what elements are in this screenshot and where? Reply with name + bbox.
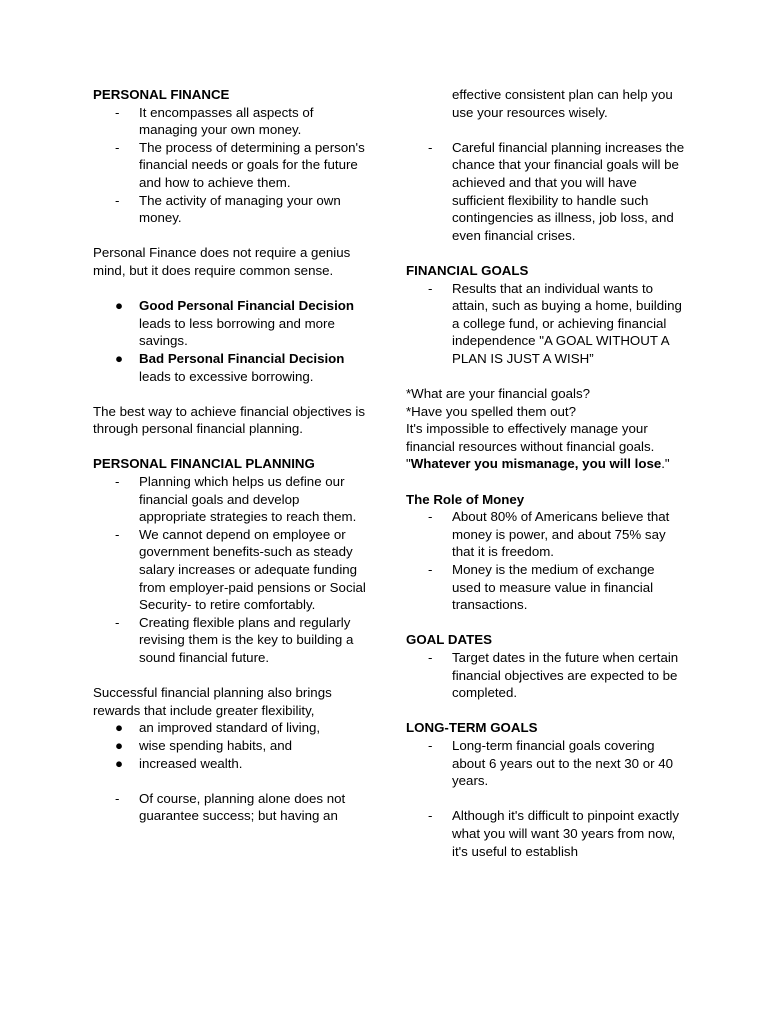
right-column [406,86,686,860]
dash-marker: - [115,474,120,490]
lt-item-text: Long-term financial goals covering about 6 years out to the next 30 or 40 years. [452,737,674,789]
best-way-paragraph: The best way to achieve financial objectives is through personal financial planning. [93,403,365,437]
decision-good-bold: Good Personal Financial Decision [139,298,355,314]
bullet-marker: ● [115,298,124,314]
personal-finance-heading: PERSONAL FINANCE [93,87,230,102]
lt-item-1 [406,737,686,790]
role-item-1 [406,508,686,561]
dash-marker: - [428,509,433,525]
pfp-item-text: We cannot depend on employee or government benefits-such as steady salary increases or adequate funding from employer-paid pensions or Social Security- to retire comfortably. [139,526,366,613]
lt-item-2 [406,807,686,860]
pf-item-2 [93,139,368,192]
reward-bullet-3 [93,755,368,773]
mismanage-quote [406,455,686,473]
careful-item [406,139,686,245]
decision-bad-bold: Bad Personal Financial Decision [139,350,345,366]
pf-item-1 [93,104,368,139]
reward-text: an improved standard of living, [139,720,321,736]
dash-marker: - [115,104,120,120]
role-of-money-heading: The Role of Money [406,491,525,507]
reward-bullet-1 [93,719,368,737]
gd-item-text: Target dates in the future when certain financial objectives are expected to be completed. [452,650,679,701]
decision-bad [93,350,368,385]
successful-paragraph: Successful financial planning also brings rewards that include greater flexibility, [93,685,332,718]
quote-open: " [406,456,411,472]
role-item-text: About 80% of Americans believe that money is power, and about 75% say that it is freedom. [452,509,670,560]
quote-bold: Whatever you mismanage, you will lose [410,456,662,472]
goal-dates-heading: GOAL DATES [406,632,492,648]
decision-bad-rest: leads to excessive borrowing. [139,368,314,384]
left-column [93,86,368,825]
dash-marker: - [115,139,120,155]
pf-item-text: The process of determining a person's financial needs or goals for the future and how to achieve them. [139,139,365,190]
bullet-marker: ● [115,720,124,736]
of-course-item [93,790,368,825]
of-course-text: Of course, planning alone does not guarantee success; but having an [139,790,346,824]
pf-item-text: It encompasses all aspects of managing your own money. [139,104,314,138]
reward-text: increased wealth. [139,755,243,771]
dash-marker: - [428,280,433,296]
dash-marker: - [428,650,433,665]
gd-item-1 [406,649,686,702]
bullet-marker: ● [115,755,124,771]
bullet-marker: ● [115,737,124,753]
quote-close: ." [661,456,670,472]
continued-item [406,86,686,121]
genius-paragraph: Personal Finance does not require a genius mind, but it does require common sense. [93,245,351,278]
bullet-marker: ● [115,350,124,366]
pfp-item-2 [93,526,368,614]
pfp-item-text: Planning which helps us define our financial goals and develop appropriate strategies to reach them. [139,474,357,525]
financial-goals-heading: FINANCIAL GOALS [406,262,529,278]
decision-good-rest: leads to less borrowing and more savings. [139,315,335,349]
decision-good [93,297,368,350]
question-2: *Have you spelled them out? [406,403,577,419]
dash-marker: - [428,562,433,578]
role-item-text: Money is the medium of exchange used to measure value in financial transactions. [452,562,655,613]
dash-marker: - [115,790,120,806]
pfp-item-3 [93,614,368,667]
pf-item-3 [93,192,368,227]
dash-marker: - [115,192,120,208]
question-1: *What are your financial goals? [406,386,591,402]
continued-text: effective consistent plan can help you use your resources wisely. [452,87,673,120]
careful-text: Careful financial planning increases the chance that your financial goals will be achieved and that you will have sufficient flexibility to handle such contingencies as illness, job loss, and even financial crises. [452,139,685,243]
reward-text: wise spending habits, and [139,737,293,753]
pf-item-text: The activity of managing your own money. [139,192,341,226]
dash-marker: - [115,614,120,630]
long-term-goals-heading: LONG-TERM GOALS [406,720,538,736]
fg-item-1 [406,280,686,368]
role-item-2 [406,561,686,614]
reward-bullet-2 [93,737,368,755]
pfp-heading: PERSONAL FINANCIAL PLANNING [93,456,315,472]
dash-marker: - [428,139,433,155]
lt-item-text: Although it's difficult to pinpoint exactly what you will want 30 years from now, it's useful to establish [452,808,679,859]
pfp-item-1 [93,473,368,526]
fg-item-text: Results that an individual wants to attain, such as buying a home, building a college fund, or achieving financial independence "A GOAL WITHOUT A PLAN IS JUST A WISH” [452,280,682,366]
impossible-paragraph: It's impossible to effectively manage your financial resources without financial goals. [406,421,655,454]
dash-marker: - [428,737,433,753]
pfp-item-text: Creating flexible plans and regularly revising them is the key to building a sound financial future. [139,614,354,665]
dash-marker: - [428,808,433,824]
dash-marker: - [115,526,120,542]
